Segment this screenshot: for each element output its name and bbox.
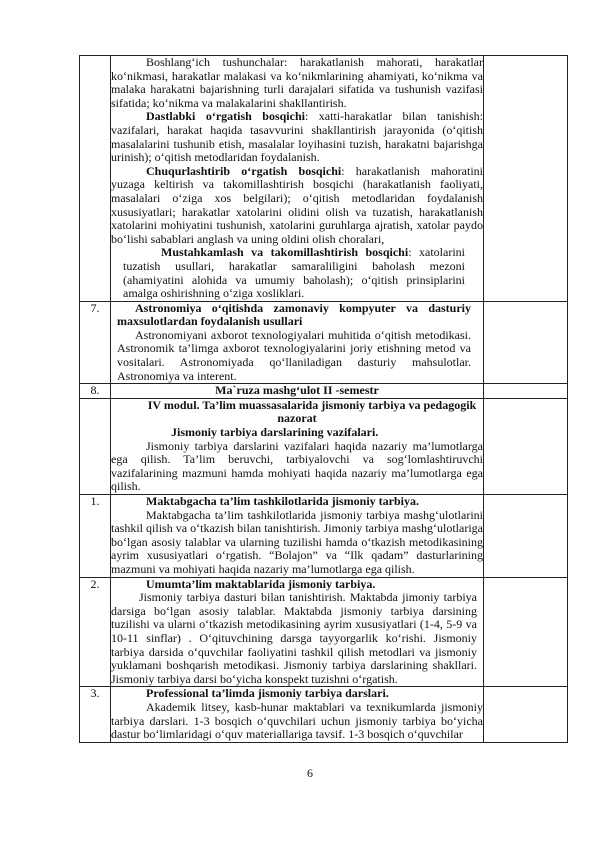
row-content-cell: [111, 56, 484, 302]
topic-title: [111, 687, 483, 701]
row-content-cell: [111, 398, 484, 494]
row-extra-cell: [484, 384, 568, 399]
row-extra-cell: [484, 301, 568, 384]
paragraph-text: Astronomiyani axborot texnologiyalari muhitida o‘qitish metodikasi. Astronomik ta’limga axborot texnologiyalarini joriy etishning metod va vositalari. Astronomiyada qo‘llaniladigan dasturiy mahsulotlar. Astronomiya va interent.: [117, 327, 471, 383]
paragraph-text: Jismoniy tarbiya darslarini vazifalari haqida nazariy ma’lumotlarga ega qilish. Ta’lim beruvchi, tarbiyalovchi va sog‘lomlashtiruvchi vazifalarining mazmuni hamda mohiyati haqida nazariy ma’lumotlarga ega qilish.: [111, 438, 483, 494]
row-content-cell: [111, 384, 484, 399]
table-row: [80, 56, 568, 302]
row-number-cell: [80, 56, 111, 302]
topic-title-text: Professional ta’limda jismoniy tarbiya darslari.: [146, 686, 389, 701]
table-row: [80, 384, 568, 399]
row-number: 7.: [90, 300, 100, 315]
paragraph: [111, 165, 483, 247]
row-number-cell: [80, 687, 111, 742]
topic-title: [111, 578, 483, 592]
paragraph-text: Akademik litsey, kasb-hunar maktablari va texnikumlarda jismoniy tarbiya darslari. 1-3 bosqich o‘quvchilari uchun jismoniy tarbiya bo‘yicha dastur bo‘limlaridagi o‘quv materiallariga tavsif. 1-3 bosqich o‘quvchilar: [111, 699, 483, 742]
row-content-cell: [111, 301, 484, 384]
row-number-cell: [80, 301, 111, 384]
topic-title-text: Maktabgacha ta’lim tashkilotlarida jismoniy tarbiya.: [146, 494, 420, 508]
stage-title: Dastlabki o‘rgatish bosqichi: [146, 109, 305, 124]
paragraph: [111, 701, 483, 742]
row-number: 2.: [90, 576, 100, 591]
paragraph: [111, 110, 483, 164]
paragraph: [111, 591, 477, 686]
page-number: 6: [307, 766, 313, 780]
table-row: [80, 687, 568, 742]
row-number-cell: [80, 384, 111, 399]
module-heading: IV modul. Ta’lim muassasalarida jismoniy tarbiya va pedagogik nazorat: [147, 397, 477, 426]
module-subheading: Jismoniy tarbiya darslarining vazifalari.: [171, 425, 379, 440]
row-extra-cell: [484, 398, 568, 494]
row-extra-cell: [484, 577, 568, 687]
table-row: [80, 577, 568, 687]
paragraph: [117, 329, 471, 383]
table-row: [80, 301, 568, 384]
row-number: 1.: [90, 494, 100, 508]
paragraph-text: : xatti-harakatlar bilan tanishish: vazifalari, harakat haqida tasavvurini shakllantirish jarayonida (o‘qitish masalalarini tushunib etish, masalalar loyihasini tuzish, harakatni bajarishga urinish); o‘qitish metodlaridan foydalanish.: [111, 109, 483, 165]
topic-title: [111, 495, 483, 509]
table-row: [80, 398, 568, 494]
row-content-cell: [111, 687, 484, 742]
topic-title-text: Umumta’lim maktablarida jismoniy tarbiya.: [146, 576, 376, 591]
paragraph: [111, 440, 483, 494]
row-content-cell: [111, 495, 484, 578]
row-number-cell: [80, 398, 111, 494]
row-number-cell: [80, 577, 111, 687]
paragraph-text: : harakatlanish mahoratini yuzaga keltirish va takomillashtirish bosqichi (harakatlanish faoliyati, masalalari o‘ziga xos belgilari); o‘qitish metodlaridan foydalanish xususiyatlari; harakatlar xatolarini olidini olish va tuzatish, harakatlanish xatolarini mohiyatini tushunish, xatolarini guruhlarga ajratish, xatolar paydo bo‘lishi sabablari anglash va uning oldini olish choralari,: [111, 163, 483, 246]
stage-title: Chuqurlashtirib o‘rgatish bosqichi: [146, 163, 342, 178]
row-extra-cell: [484, 495, 568, 578]
paragraph: [111, 56, 483, 110]
row-number: 3.: [90, 686, 100, 701]
row-content-cell: [111, 577, 484, 687]
paragraph: [123, 246, 465, 300]
row-number: 8.: [90, 383, 100, 398]
paragraph: [111, 509, 483, 577]
stage-title: Mustahkamlash va takomillashtirish bosqichi: [161, 245, 409, 260]
semester-heading: Ma`ruza mashg‘ulot II -semestr: [215, 383, 379, 398]
topic-title-text: Astronomiya o‘qitishda zamonaviy kompyuter va dasturiy maxsulotlardan foydalanish usullari: [117, 300, 471, 329]
paragraph-text: Maktabgacha ta’lim tashkilotlarida jismoniy tarbiya mashg‘ulotlarini tashkil qilish va o‘tkazish bilan tanishtirish. Jimoniy tarbiya mashg‘ulotlariga bo‘lgan asosiy talablar va ularning tuzilishi hamda o‘tkazish metodikasining ayrim xususiyatlari o‘rgatish. “Bolajon” va “Ilk qadam” dasturlarining mazmuni va mohiyati haqida nazariy ma’lumotlarga ega qilish.: [111, 507, 483, 576]
topic-title: [117, 302, 471, 329]
table-row: [80, 495, 568, 578]
paragraph-text: Jismoniy tarbiya dasturi bilan tanishtirish. Maktabda jimoniy tarbiya darsiga bo‘lgan asosiy talablar. Maktabda jismoniy tarbiya darsining tuzilishi va ularni o‘tkazish metodikasining ayrim xususiyatlari (1-4, 5-9 va 10-11 sinflar) . O‘qituvchining darsga tayyorgarlik ko‘rishi. Jismoniy tarbiya darsida o‘quvchilar faoliyatini tashkil qilish metodlari va jismoniy yuklamani boshqarish metodikasi. Jismoniy tarbiya darslarining shakllari. Jismoniy tarbiya darsi bo‘yicha konspekt tuzishni o‘rgatish.: [111, 590, 477, 686]
paragraph-text: Boshlang‘ich tushunchalar: harakatlanish mahorati, harakatlar ko‘nikmasi, harakatlar malakasi va ko‘nikmlarining ahamiyati, ko‘nikma va malaka harakatni bajarishning turli darajalari sifatida va tushunish vazifasi sifatida; ko‘nikma va malakalarini shakllantirish.: [111, 55, 483, 110]
curriculum-table: [79, 55, 568, 743]
row-number-cell: [80, 495, 111, 578]
row-extra-cell: [484, 687, 568, 742]
row-extra-cell: [484, 56, 568, 302]
paragraph-text: : xatolarini tuzatish usullari, harakatlar samaraliligini baholash mezoni (ahamiyatini alohida va umumiy baholash); o‘qitish prinsiplarini amalga oshirishning o‘ziga xosliklari.: [123, 245, 465, 301]
